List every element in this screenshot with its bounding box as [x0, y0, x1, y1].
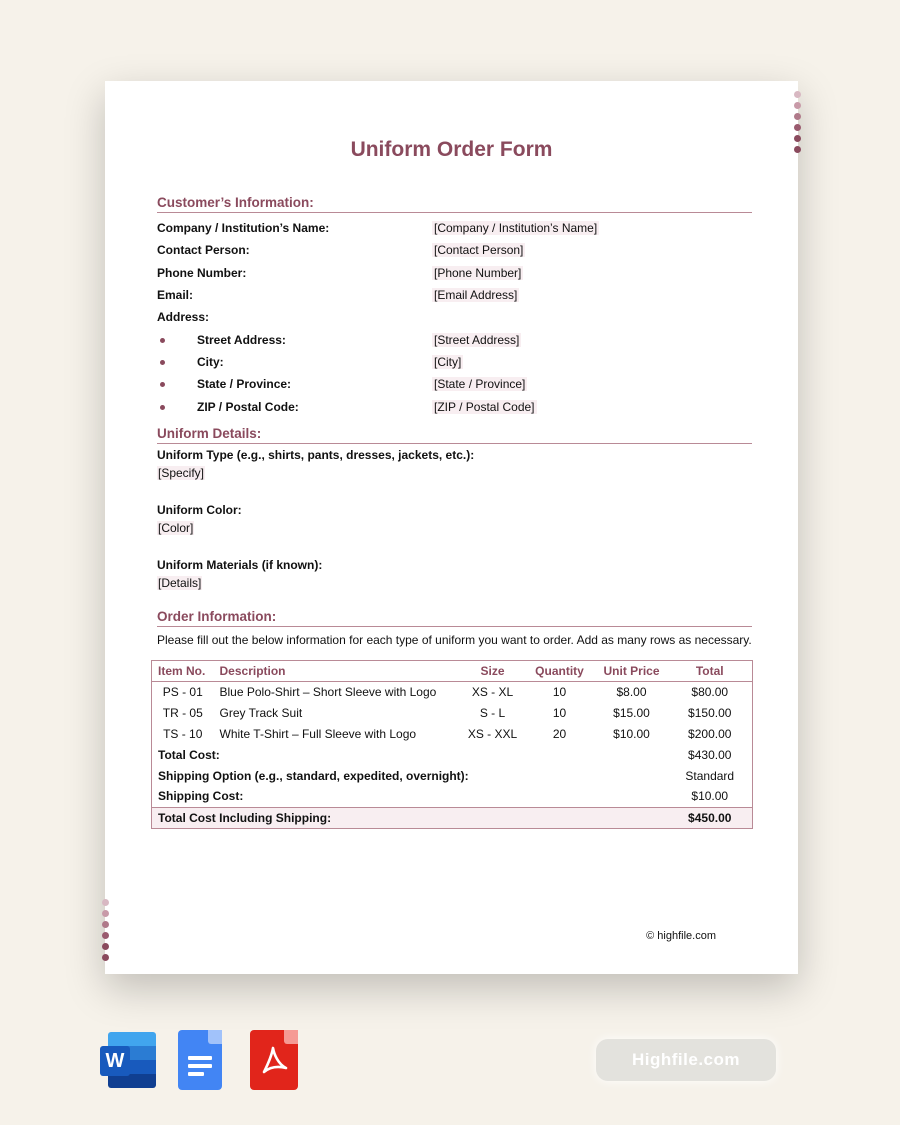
phone-number-field[interactable]: [Phone Number]: [434, 265, 522, 280]
field-row-contact: [157, 239, 752, 261]
order-table: [151, 660, 753, 829]
field-label: [157, 333, 432, 347]
total-cost-row: [152, 744, 753, 765]
total-cost-label: Total Cost:: [158, 747, 220, 762]
shipping-option-label: Shipping Option (e.g., standard, expedited, overnight):: [158, 768, 469, 783]
state-field[interactable]: [State / Province]: [434, 377, 526, 392]
google-docs-icon-line: [188, 1064, 212, 1068]
table-row: [152, 702, 753, 723]
address-label: Address:: [157, 310, 210, 325]
google-docs-icon-line: [188, 1056, 212, 1060]
zip-field[interactable]: [ZIP / Postal Code]: [434, 399, 535, 414]
unit-price-cell[interactable]: $15.00: [613, 705, 650, 720]
pdf-icon[interactable]: [244, 1030, 300, 1090]
field-row-street: [157, 328, 752, 350]
total-cell[interactable]: $80.00: [691, 684, 729, 699]
size-cell[interactable]: XS - XL: [471, 684, 514, 699]
grand-total-row: [152, 807, 753, 828]
column-header: Quantity: [524, 660, 596, 681]
street-address-field[interactable]: [Street Address]: [434, 332, 520, 347]
brand-badge[interactable]: Highfile.com: [596, 1039, 776, 1081]
uniform-color-row: [157, 521, 752, 554]
size-cell[interactable]: S - L: [479, 705, 506, 720]
uniform-type-field[interactable]: [Specify]: [158, 465, 205, 480]
field-row-zip: [157, 395, 752, 417]
column-header: Unit Price: [596, 660, 668, 681]
acrobat-glyph-icon: [256, 1042, 292, 1078]
field-label: Phone Number:: [157, 265, 247, 280]
field-row-phone: [157, 262, 752, 284]
shipping-cost-label: Shipping Cost:: [158, 789, 244, 804]
field-row-city: [157, 351, 752, 373]
bullet-label: City:: [197, 354, 224, 369]
uniform-color-label: Uniform Color:: [157, 502, 242, 517]
description-cell[interactable]: Blue Polo-Shirt – Short Sleeve with Logo: [219, 684, 437, 699]
bullet-label: ZIP / Postal Code:: [197, 399, 299, 414]
table-header-row: [152, 660, 753, 681]
total-cell[interactable]: $150.00: [688, 705, 732, 720]
field-label: [157, 355, 432, 369]
size-cell[interactable]: XS - XXL: [467, 726, 518, 741]
quantity-cell[interactable]: 10: [552, 705, 567, 720]
email-field[interactable]: [Email Address]: [434, 288, 518, 303]
shipping-cost-row: [152, 786, 753, 807]
grand-total-label: Total Cost Including Shipping:: [152, 807, 668, 828]
total-cost-value[interactable]: $430.00: [688, 747, 732, 762]
bullet-label: Street Address:: [197, 332, 286, 347]
order-info-heading: Order Information:: [157, 609, 752, 627]
uniform-type-row: [157, 466, 752, 499]
column-header: Total: [668, 660, 753, 681]
document-title: Uniform Order Form: [350, 138, 553, 161]
decorative-dots-bottom-left: [105, 899, 109, 961]
city-field[interactable]: [City]: [434, 354, 462, 369]
column-header: Size: [462, 660, 524, 681]
format-icons: [100, 1030, 300, 1090]
shipping-option-value[interactable]: Standard: [685, 768, 735, 783]
unit-price-cell[interactable]: $10.00: [613, 726, 650, 741]
uniform-materials-label: Uniform Materials (if known):: [157, 557, 323, 572]
bullet-label: State / Province:: [197, 377, 292, 392]
shipping-option-row: [152, 765, 753, 786]
word-icon[interactable]: [100, 1030, 156, 1090]
field-label: [157, 377, 432, 391]
field-row-company: [157, 217, 752, 239]
quantity-cell[interactable]: 20: [552, 726, 567, 741]
field-label: Contact Person:: [157, 243, 250, 258]
google-docs-icon[interactable]: [172, 1030, 228, 1090]
field-label: Company / Institution’s Name:: [157, 221, 330, 236]
uniform-materials-field[interactable]: [Details]: [158, 575, 202, 590]
item-no-cell[interactable]: TR - 05: [162, 705, 203, 720]
field-row-email: [157, 284, 752, 306]
uniform-details-heading: Uniform Details:: [157, 426, 752, 444]
document-page: [105, 81, 798, 974]
item-no-cell[interactable]: PS - 01: [162, 684, 203, 699]
description-cell[interactable]: White T-Shirt – Full Sleeve with Logo: [219, 726, 417, 741]
field-label: [157, 400, 432, 414]
uniform-color-field[interactable]: [Color]: [158, 520, 194, 535]
table-row: [152, 681, 753, 702]
copyright-text: © highfile.com: [646, 930, 716, 942]
uniform-type-label: Uniform Type (e.g., shirts, pants, dresses, jackets, etc.):: [157, 447, 475, 462]
column-header: Description: [214, 660, 462, 681]
field-row-address: [157, 306, 752, 328]
shipping-cost-value[interactable]: $10.00: [691, 789, 729, 804]
uniform-materials-row: [157, 576, 752, 609]
order-intro-text: Please fill out the below information for each type of uniform you want to order. Add as many rows as necessary.: [157, 632, 752, 647]
total-cell[interactable]: $200.00: [688, 726, 732, 741]
description-cell[interactable]: Grey Track Suit: [219, 705, 303, 720]
column-header: Item No.: [152, 660, 214, 681]
item-no-cell[interactable]: TS - 10: [163, 726, 203, 741]
contact-person-field[interactable]: [Contact Person]: [434, 243, 524, 258]
google-docs-icon-line: [188, 1072, 204, 1076]
table-row: [152, 723, 753, 744]
field-row-state: [157, 373, 752, 395]
field-label: Email:: [157, 288, 194, 303]
company-name-field[interactable]: [Company / Institution’s Name]: [434, 221, 598, 236]
customer-info-heading: Customer’s Information:: [157, 195, 752, 213]
word-icon-letter: W: [100, 1046, 130, 1076]
google-docs-icon-fold: [208, 1030, 222, 1044]
unit-price-cell[interactable]: $8.00: [616, 684, 647, 699]
form-content: [157, 195, 752, 829]
quantity-cell[interactable]: 10: [552, 684, 567, 699]
grand-total-value[interactable]: $450.00: [668, 807, 753, 828]
